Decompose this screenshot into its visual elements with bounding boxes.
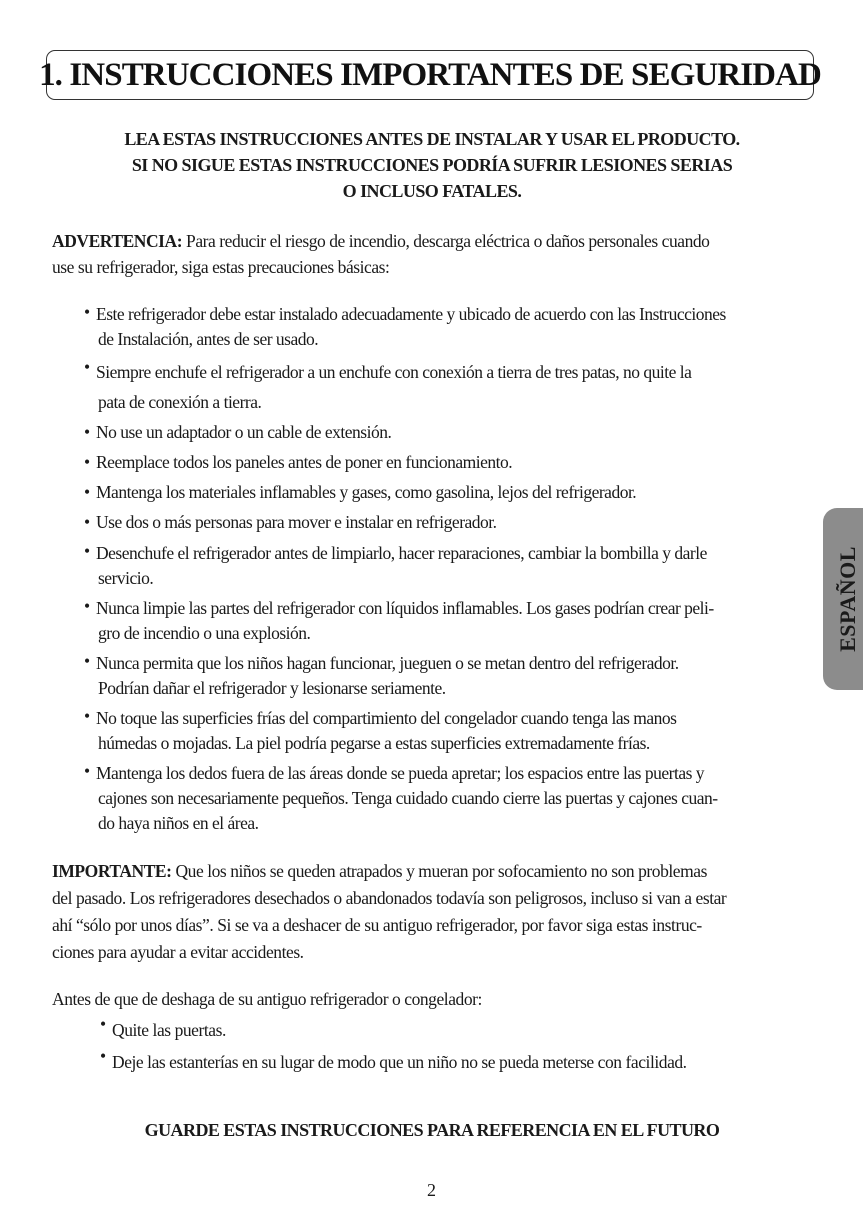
list-item-text: Podrían dañar el refrigerador y lesionarse seriamente. — [98, 678, 446, 698]
section-title-box — [39, 50, 821, 100]
bullet-marker: • — [84, 706, 90, 726]
list-item-text: Siempre enchufe el refrigerador a un enchufe con conexión a tierra de tres patas, no quite la — [96, 362, 692, 382]
list-item — [84, 596, 814, 646]
intro-line: SI NO SIGUE ESTAS INSTRUCCIONES PODRÍA SUFRIR LESIONES SERIAS — [131, 155, 733, 175]
list-item-text: Nunca permita que los niños hagan funcionar, jueguen o se metan dentro del refrigerador. — [96, 653, 679, 673]
list-item-text: Quite las puertas. — [112, 1020, 226, 1040]
bullet-marker: • — [84, 541, 90, 561]
disposal-intro: Antes de que de deshaga de su antiguo refrigerador o congelador: — [52, 989, 482, 1009]
list-item-text: servicio. — [98, 568, 154, 588]
bullet-marker: • — [84, 761, 90, 781]
list-item-text: gro de incendio o una explosión. — [98, 623, 311, 643]
important-label: IMPORTANTE: — [52, 861, 172, 881]
bullet-marker: • — [100, 1046, 106, 1066]
warning-label: ADVERTENCIA: — [52, 231, 183, 251]
bullet-marker: • — [100, 1014, 106, 1034]
list-item-text: do haya niños en el área. — [98, 813, 259, 833]
list-item — [84, 507, 814, 537]
important-text-line: del pasado. Los refrigeradores desechados o abandonados todavía son peligrosos, incluso si van a estar — [52, 888, 727, 908]
list-item-text: No toque las superficies frías del compartimiento del congelador cuando tenga las manos — [96, 708, 677, 728]
list-item — [84, 541, 814, 591]
list-item — [84, 447, 814, 477]
bullet-marker: • — [84, 651, 90, 671]
bullet-marker: • — [84, 357, 90, 377]
list-item-text: cajones son necesariamente pequeños. Tenga cuidado cuando cierre las puertas y cajones cuan- — [98, 788, 718, 808]
important-text-line: Que los niños se queden atrapados y mueran por sofocamiento no son problemas — [175, 861, 707, 881]
important-text-line: ciones para ayudar a evitar accidentes. — [52, 942, 304, 962]
important-text-line: ahí “sólo por unos días”. Si se va a deshacer de su antiguo refrigerador, por favor siga estas instruc- — [52, 915, 702, 935]
list-item — [84, 302, 814, 352]
list-item-text: Mantenga los materiales inflamables y gases, como gasolina, lejos del refrigerador. — [96, 482, 637, 502]
list-item — [84, 417, 814, 447]
bullet-marker: • — [84, 512, 90, 532]
bullet-marker: • — [84, 302, 90, 322]
warning-paragraph — [52, 228, 814, 280]
list-item — [100, 1046, 814, 1078]
disposal-section — [52, 986, 814, 1078]
list-item-text: Nunca limpie las partes del refrigerador con líquidos inflamables. Los gases podrían crear peli- — [96, 598, 714, 618]
section-title: 1. INSTRUCCIONES IMPORTANTES DE SEGURIDAD — [39, 56, 821, 93]
list-item — [100, 1014, 814, 1046]
list-item — [84, 477, 814, 507]
important-paragraph — [52, 858, 814, 966]
bullet-marker: • — [84, 452, 90, 472]
list-item-text: Desenchufe el refrigerador antes de limpiarlo, hacer reparaciones, cambiar la bombilla y darle — [96, 543, 707, 563]
list-item-text: Reemplace todos los paneles antes de poner en funcionamiento. — [96, 452, 513, 472]
list-item — [84, 706, 814, 756]
bullet-marker: • — [84, 482, 90, 502]
list-item — [84, 357, 814, 417]
disposal-list — [52, 1014, 814, 1078]
page-number: 2 — [427, 1180, 436, 1200]
list-item-text: Use dos o más personas para mover e instalar en refrigerador. — [96, 512, 497, 532]
list-item — [84, 651, 814, 701]
list-item-text: Mantenga los dedos fuera de las áreas donde se pueda apretar; los espacios entre las puertas y — [96, 763, 705, 783]
warning-text-line: use su refrigerador, siga estas precauciones básicas: — [52, 257, 390, 277]
list-item-text: de Instalación, antes de ser usado. — [98, 329, 319, 349]
footer-note: GUARDE ESTAS INSTRUCCIONES PARA REFERENCIA EN EL FUTURO — [144, 1120, 720, 1140]
list-item-text: No use un adaptador o un cable de extensión. — [96, 422, 392, 442]
warning-text-line: Para reducir el riesgo de incendio, descarga eléctrica o daños personales cuando — [186, 231, 710, 251]
bullet-marker: • — [84, 422, 90, 442]
language-tab — [823, 508, 863, 690]
list-item-text: pata de conexión a tierra. — [98, 392, 262, 412]
precautions-list — [84, 302, 814, 836]
list-item — [84, 761, 814, 836]
list-item-text: Deje las estanterías en su lugar de modo que un niño no se pueda meterse con facilidad. — [112, 1052, 687, 1072]
intro-line: O INCLUSO FATALES. — [342, 181, 522, 201]
bullet-marker: • — [84, 596, 90, 616]
list-item-text: Este refrigerador debe estar instalado adecuadamente y ubicado de acuerdo con las Instrucciones — [96, 304, 726, 324]
intro-line: LEA ESTAS INSTRUCCIONES ANTES DE INSTALAR Y USAR EL PRODUCTO. — [124, 129, 740, 149]
intro-warning-block — [52, 126, 812, 204]
list-item-text: húmedas o mojadas. La piel podría pegarse a estas superficies extremadamente frías. — [98, 733, 650, 753]
language-tab-label: ESPAÑOL — [835, 546, 860, 652]
